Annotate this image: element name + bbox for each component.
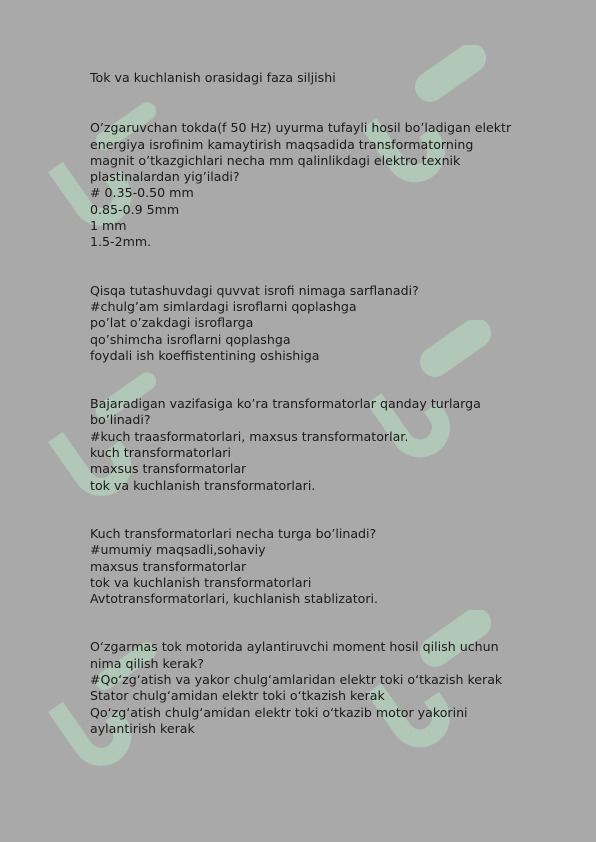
question-block bbox=[90, 526, 520, 607]
question-block bbox=[90, 639, 520, 737]
question-text: Kuch transformatorlari necha turga bo’linadi? bbox=[90, 525, 377, 541]
answer-option: 1 mm bbox=[90, 218, 127, 234]
question-text: Qisqa tutashuvdagi quvvat isrofi nimaga sarflanadi? bbox=[90, 282, 419, 298]
question-block bbox=[90, 283, 520, 364]
document-title: Tok va kuchlanish orasidagi faza siljishi bbox=[90, 70, 336, 85]
answer-option: #Qo‘zg‘atish va yakor chulg‘amlaridan elektr toki o‘tkazish kerak bbox=[90, 672, 503, 688]
question-block bbox=[90, 120, 520, 250]
question-text: Bajaradigan vazifasiga ko’ra transformatorlar qanday turlarga bo’linadi? bbox=[90, 396, 481, 428]
question-text: O’zgaruvchan tokda(f 50 Hz) uyurma tufayli hosil bo’ladigan elektr energiya isrofinim kamaytirish maqsadida transformatorning magnit o’tkazgichlari necha mm qalinlikdagi elektro texnik plastinalardan yig’iladi? bbox=[90, 120, 512, 185]
question-block bbox=[90, 396, 520, 494]
answer-option: tok va kuchlanish transformatorlari. bbox=[90, 477, 316, 493]
answer-option: #kuch traasformatorlari, maxsus transformatorlar. bbox=[90, 428, 409, 444]
answer-option: 1.5-2mm. bbox=[90, 234, 152, 250]
answer-option: kuch transformatorlari bbox=[90, 445, 231, 461]
answer-option: #chulg’am simlardagi isroflarni qoplashga bbox=[90, 298, 357, 314]
answer-option: Stator chulg‘amidan elektr toki o‘tkazish kerak bbox=[90, 688, 385, 704]
answer-option: tok va kuchlanish transformatorlari bbox=[90, 574, 312, 590]
answer-option: po’lat o’zakdagi isroflarga bbox=[90, 315, 254, 331]
answer-option: qo’shimcha isroflarni qoplashga bbox=[90, 331, 291, 347]
answer-option: 0.85-0.9 5mm bbox=[90, 201, 180, 217]
answer-option: #umumiy maqsadli,sohaviy bbox=[90, 542, 266, 558]
answer-option: # 0.35-0.50 mm bbox=[90, 185, 194, 201]
question-text: O‘zgarmas tok motorida aylantiruvchi moment hosil qilish uchun nima qilish kerak? bbox=[90, 639, 499, 671]
answer-option: foydali ish koeffistentining oshishiga bbox=[90, 347, 320, 363]
answer-option: Qo‘zg‘atish chulg‘amidan elektr toki o‘tkazib motor yakorini aylantirish kerak bbox=[90, 704, 468, 736]
answer-option: maxsus transformatorlar bbox=[90, 461, 247, 477]
document-body bbox=[90, 70, 520, 769]
answer-option: Avtotransformatorlari, kuchlanish stablizatori. bbox=[90, 591, 379, 607]
answer-option: maxsus transformatorlar bbox=[90, 558, 247, 574]
